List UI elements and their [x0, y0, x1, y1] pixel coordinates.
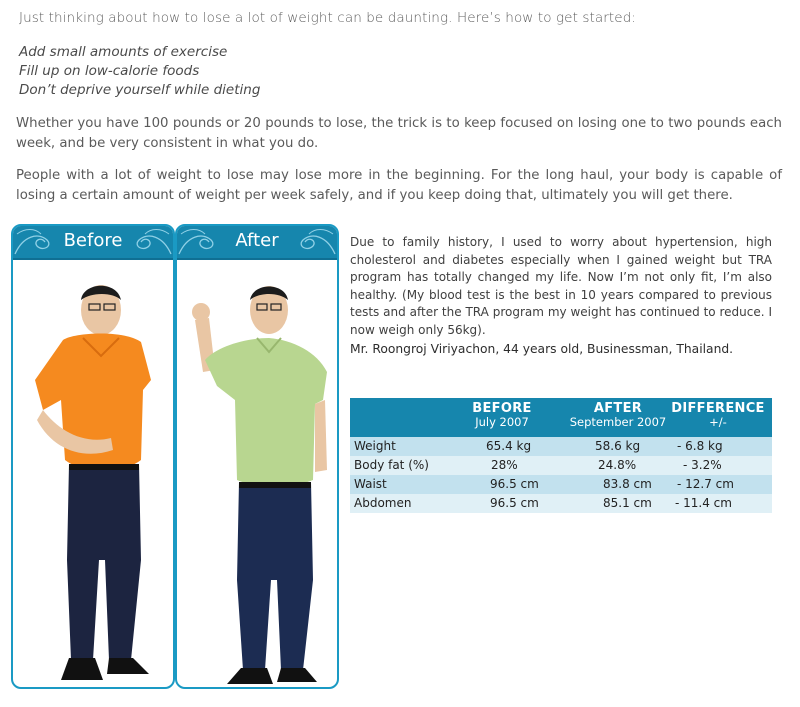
row-after: 58.6 kg: [595, 439, 641, 453]
header-after-date: September 2007: [569, 415, 667, 429]
testimonial-byline: Mr. Roongroj Viriyachon, 44 years old, Businessman, Thailand.: [350, 342, 734, 356]
intro-text: Just thinking about how to lose a lot of weight can be daunting. Here’s how to get started:: [19, 10, 637, 26]
row-after: 85.1 cm: [603, 496, 652, 510]
row-before: 96.5 cm: [490, 496, 539, 510]
before-person-photo: [13, 260, 173, 687]
header-difference: [668, 401, 768, 429]
header-before: [442, 401, 562, 429]
row-label: Body fat (%): [354, 458, 429, 472]
header-difference-sign: +/-: [709, 415, 727, 429]
after-person-photo: [177, 260, 337, 687]
tip-item: Fill up on low-calorie foods: [19, 63, 200, 79]
tip-item: Don’t deprive yourself while dieting: [19, 82, 261, 98]
table-row: [350, 456, 772, 475]
after-photo-card: [175, 224, 339, 689]
before-photo-card: [11, 224, 175, 689]
row-diff: - 11.4 cm: [675, 496, 732, 510]
row-before: 96.5 cm: [490, 477, 539, 491]
table-header: [350, 398, 772, 437]
row-diff: - 3.2%: [683, 458, 722, 472]
before-label: Before: [63, 230, 123, 251]
results-table: [350, 398, 772, 513]
table-row: [350, 437, 772, 456]
testimonial-text: Due to family history, I used to worry about hypertension, high cholesterol and diabetes especially when I gained weight but TRA program has totally changed my life. Now I’m not only fit, I’m also healthy. (My blood test is the best in 10 years compared to previous tests and after the TRA program my weight has continued to reduce. I now weigh only 56kg).: [350, 235, 772, 337]
header-before-date: July 2007: [475, 415, 529, 429]
tips-list: [19, 43, 260, 100]
header-before-title: BEFORE: [472, 401, 532, 416]
before-header: [13, 226, 173, 260]
row-before: 65.4 kg: [486, 439, 532, 453]
row-before: 28%: [491, 458, 518, 472]
row-diff: - 12.7 cm: [677, 477, 734, 491]
tip-item: Add small amounts of exercise: [19, 44, 228, 60]
row-after: 83.8 cm: [603, 477, 652, 491]
row-label: Abdomen: [354, 496, 412, 510]
row-label: Weight: [354, 439, 396, 453]
header-after-title: AFTER: [593, 401, 643, 416]
header-difference-title: DIFFERENCE: [671, 401, 765, 416]
paragraph-long-haul: People with a lot of weight to lose may lose more in the beginning. For the long haul, your body is capable of losing a certain amount of weight per week safely, and if you keep doing that, ultimately you will get there.: [16, 168, 782, 203]
paragraph-consistency: Whether you have 100 pounds or 20 pounds to lose, the trick is to keep focused on losing one to two pounds each week, and be very consistent in what you do.: [16, 116, 782, 151]
row-after: 24.8%: [598, 458, 637, 472]
after-label: After: [235, 230, 279, 251]
row-diff: - 6.8 kg: [677, 439, 723, 453]
table-row: [350, 475, 772, 494]
table-row: [350, 494, 772, 513]
header-after: [558, 401, 678, 429]
row-label: Waist: [354, 477, 387, 491]
after-header: [177, 226, 337, 260]
